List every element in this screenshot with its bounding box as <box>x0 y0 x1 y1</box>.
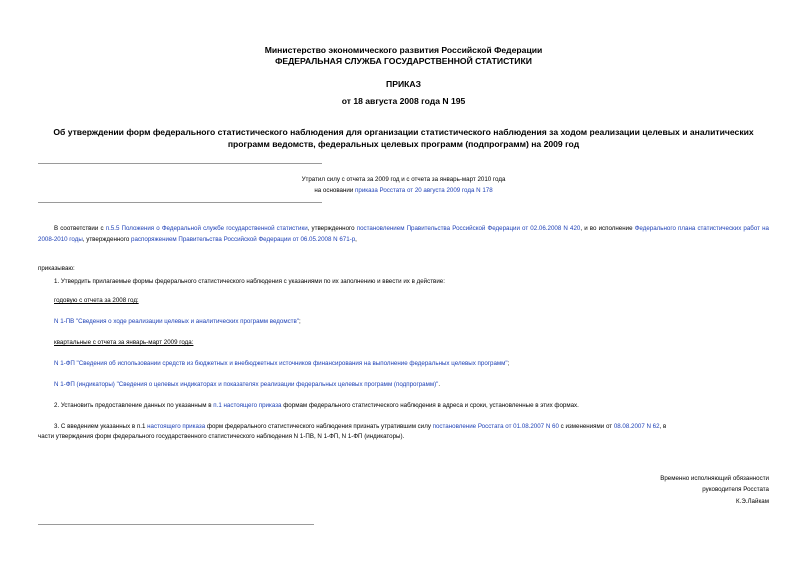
form-1fp-indicators-tail: . <box>438 381 441 388</box>
separator-rule-middle <box>38 202 322 203</box>
link-federal-plan-part-1[interactable]: Федерального <box>634 225 676 232</box>
status-note <box>38 175 769 196</box>
doc-title-line-1: Об утверждении форм федерального статистического наблюдения для организации статистического наблюдения за ходом реализации целевых и аналитических <box>53 127 754 137</box>
link-rosstat-resolution-60[interactable]: постановление Росстата от 01.08.2007 N 60 <box>432 423 559 430</box>
link-government-decree[interactable]: постановлением Правительства Российской Федерации от 02.06.2008 N 420 <box>356 225 581 232</box>
agency-name: ФЕДЕРАЛЬНАЯ СЛУЖБА ГОСУДАРСТВЕННОЙ СТАТИСТИКИ <box>275 56 532 66</box>
signature-position: Временно исполняющий обязанности <box>660 475 769 482</box>
doc-title <box>38 126 769 150</box>
order-word: приказываю: <box>38 265 75 272</box>
separator-rule-top <box>38 163 322 164</box>
preamble-text-4: , утвержденного <box>82 235 132 243</box>
separator-rule-bottom <box>38 524 314 525</box>
link-regulation-clause[interactable]: п.5.5 Положения о Федеральной службе государственной статистики <box>105 225 308 232</box>
doc-title-line-2: программ ведомств, федеральных целевых программ (подпрограмм) на 2009 год <box>227 139 580 149</box>
preamble-text-2: , утвержденного <box>307 225 357 232</box>
status-note-line-1: Утратил силу с отчета за 2009 год и с отчета за январь-март 2010 года <box>301 176 506 183</box>
signature-name: К.Э.Лайкам <box>736 497 769 505</box>
link-this-order[interactable]: настоящего приказа <box>147 423 206 430</box>
form-1pv-tail: ; <box>298 318 301 325</box>
item-3-text-a: 3. С введением указанных в п.1 <box>54 423 148 430</box>
preamble-text-3: , и во исполнение <box>580 225 635 232</box>
ministry-name: Министерство экономического развития Российской Федерации <box>264 45 543 55</box>
quarterly-forms-header: квартальные с отчета за январь-март 2009 года: <box>54 339 194 346</box>
item-3-paragraph-line-2: части утверждения форм федерального государственного статистического наблюдения N 1-ПВ, N 1-ФП, N 1-ФП (индикаторы). <box>38 433 405 440</box>
form-1pv-item <box>54 317 301 328</box>
signature-block <box>660 473 769 507</box>
signature-role: руководителя Росстата <box>702 486 769 494</box>
form-1fp-indicators-item <box>54 380 440 391</box>
link-form-1pv[interactable]: N 1-ПВ "Сведения о ходе реализации целевых и аналитических программ ведомств" <box>54 318 299 325</box>
item-3-text-b: форм федерального статистического наблюдения признать утратившим силу <box>205 423 433 430</box>
item-2-text-a: 2. Установить предоставление данных по указанным в <box>54 402 214 409</box>
link-rosstat-resolution-62[interactable]: 08.08.2007 N 62 <box>613 423 660 430</box>
preamble-text-5: , <box>355 235 357 243</box>
item-3-paragraph-line-1 <box>54 422 666 433</box>
link-form-1fp-indicators[interactable]: N 1-ФП (индикаторы) "Сведения о целевых индикаторах и показателях реализации федеральных целевых программ (подпрограмм)" <box>54 381 439 388</box>
link-government-order[interactable]: распоряжением Правительства Российской Федерации от 06.05.2008 N 671-р <box>131 235 356 243</box>
link-item-1-reference[interactable]: п.1 настоящего приказа <box>213 402 282 409</box>
item-2-text-b: формам федерального статистического наблюдения в адреса и сроки, установленные в этих формах. <box>281 402 579 409</box>
doc-type: ПРИКАЗ <box>386 79 421 89</box>
item-2-paragraph <box>54 401 579 412</box>
item-3-text-d: , в <box>659 423 667 430</box>
status-note-prefix: на основании <box>314 186 356 194</box>
item-1-paragraph: 1. Утвердить прилагаемые формы федерального статистического наблюдения с указаниями по их заполнению и ввести их в действие: <box>54 278 445 285</box>
doc-date-number: от 18 августа 2008 года N 195 <box>341 96 466 106</box>
form-1fp-item <box>54 359 509 370</box>
status-note-link[interactable]: приказа Росстата от 20 августа 2009 года N 178 <box>355 186 493 194</box>
annual-forms-header: годовую с отчета за 2008 год: <box>54 297 139 304</box>
link-form-1fp[interactable]: N 1-ФП "Сведения об использовании средств из бюджетных и внебюджетных источников финансирования на выполнение федеральных целевых программ" <box>54 360 508 367</box>
preamble-text-1: В соответствии с <box>54 225 106 232</box>
link-federal-plan-part-2[interactable]: плана статистических работ на 2008-2010 годы <box>38 225 769 243</box>
status-note-line-2 <box>38 186 769 197</box>
preamble-paragraph <box>38 224 769 245</box>
item-3-text-c: с изменениями от <box>558 423 614 430</box>
form-1fp-tail: ; <box>507 360 510 367</box>
